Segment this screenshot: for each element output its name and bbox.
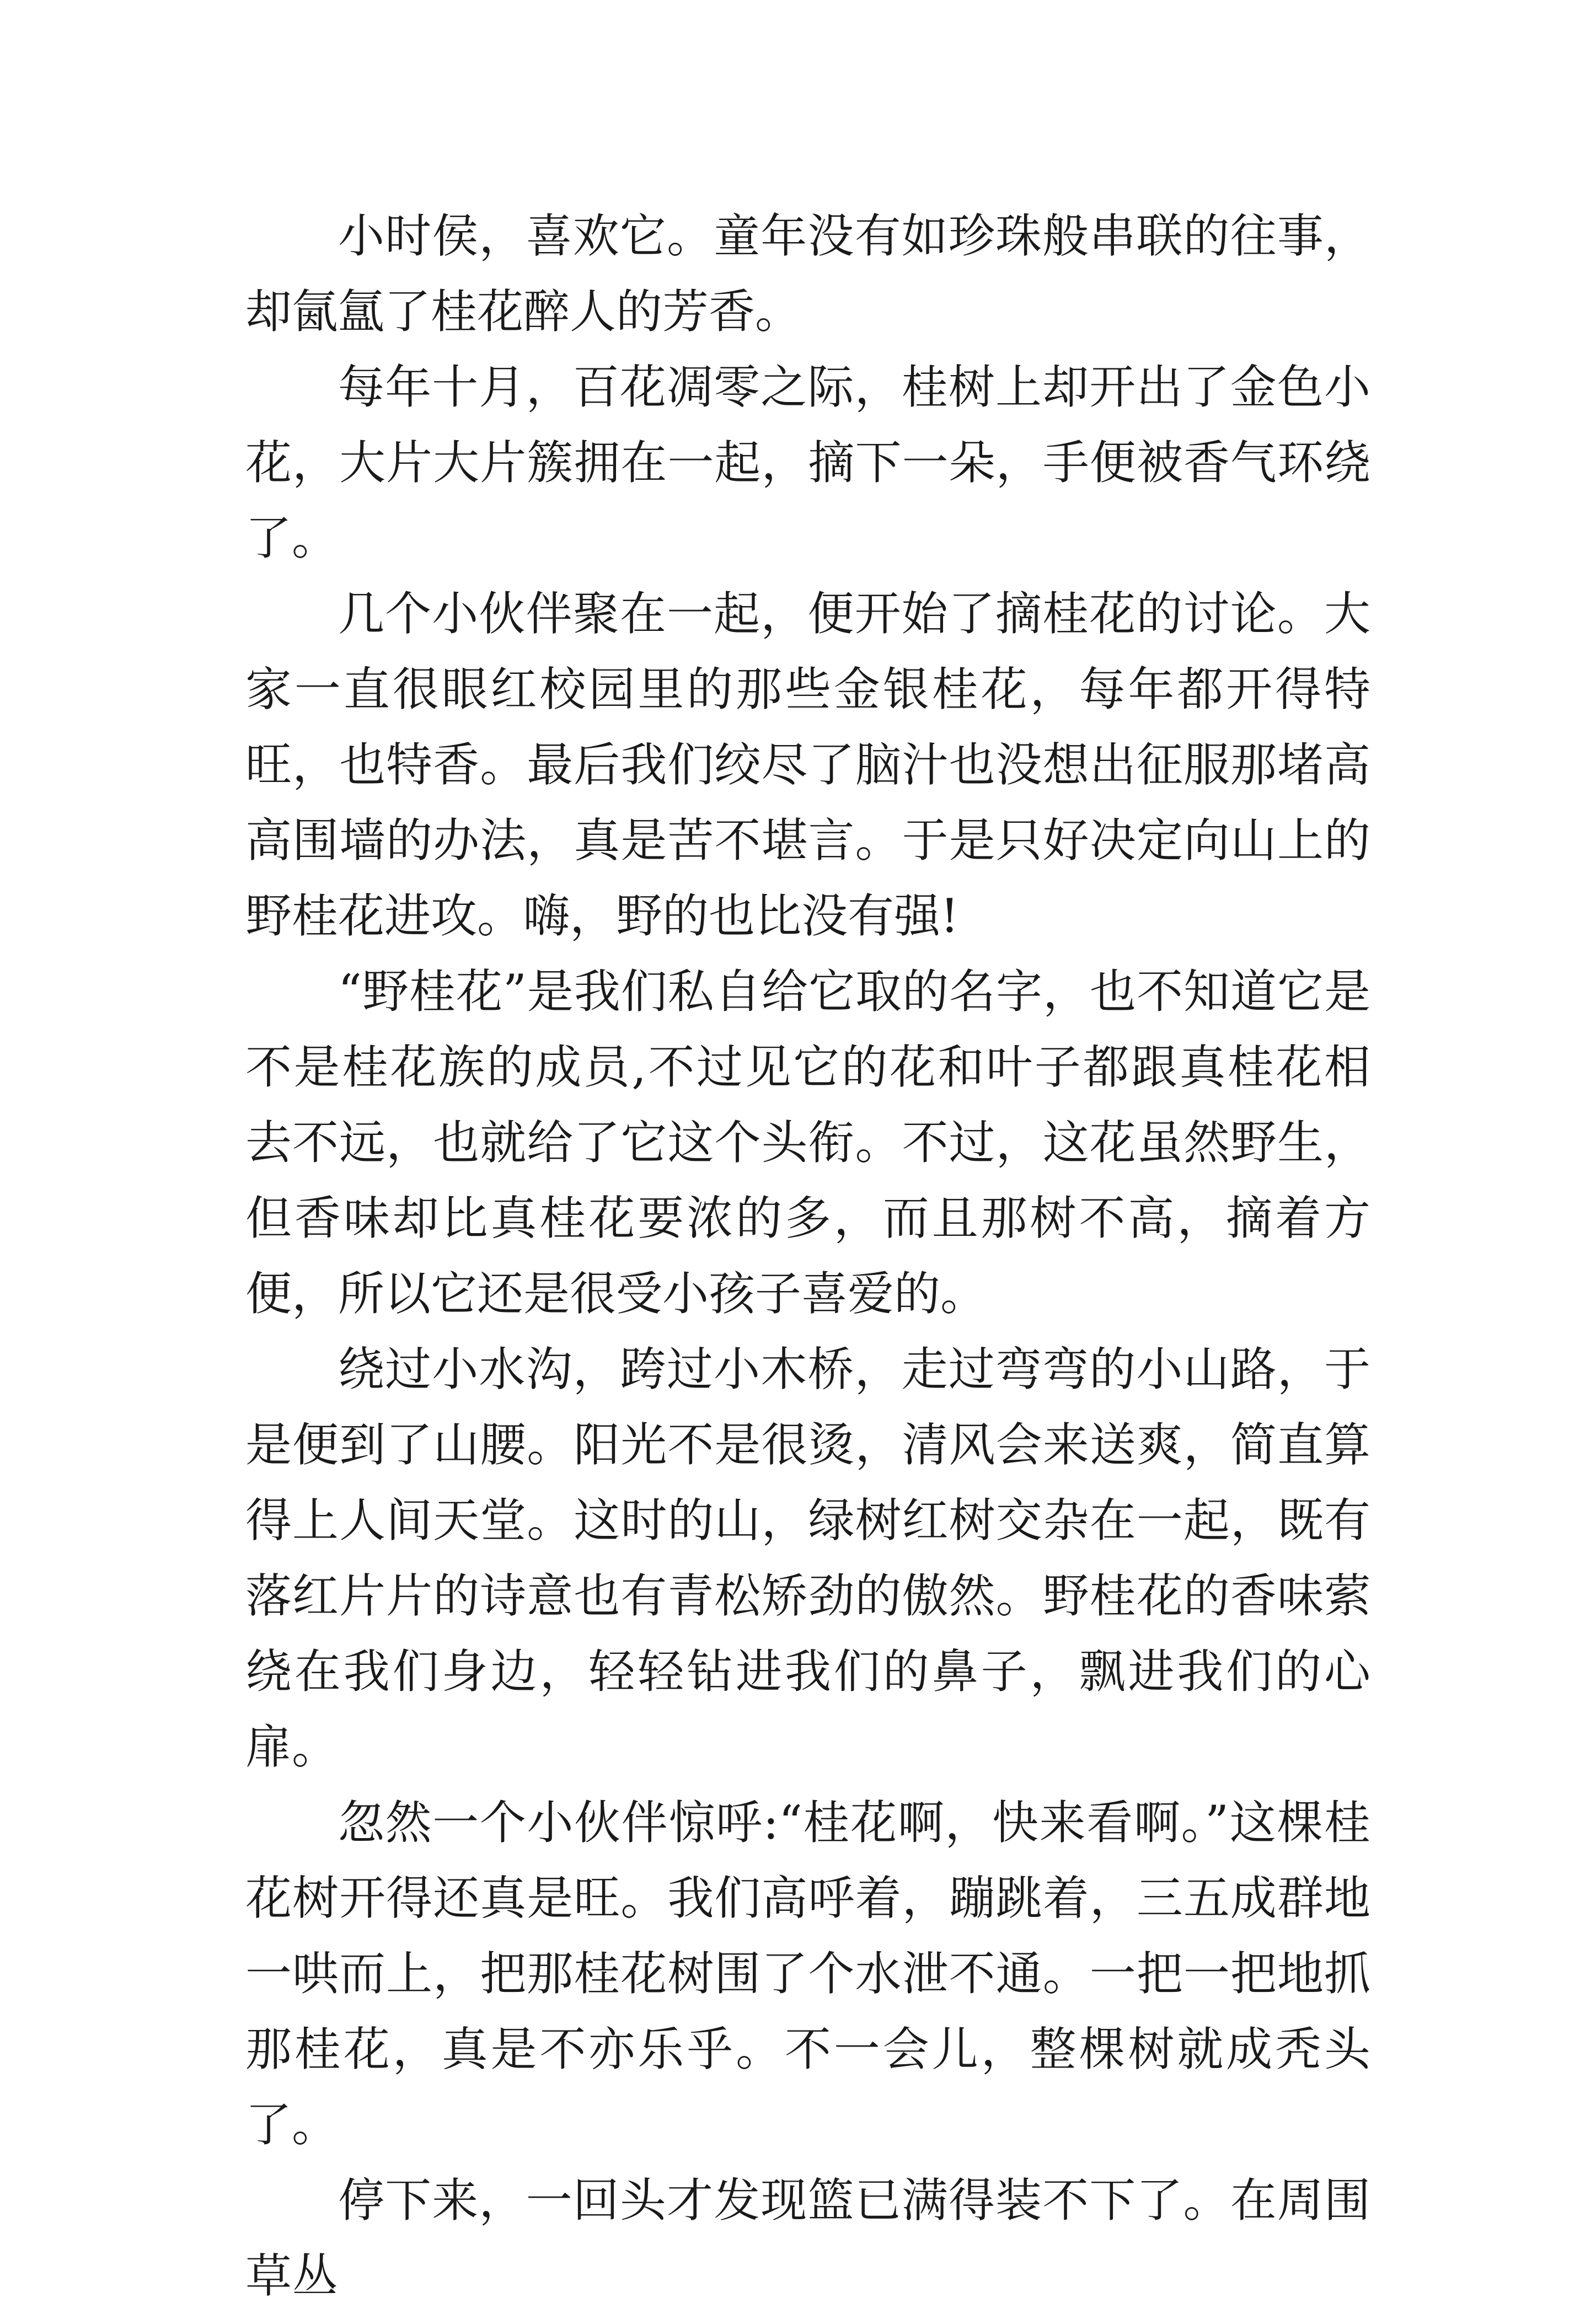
paragraph-2: 每年十月，百花凋零之际，桂树上却开出了金色小花，大片大片簇拥在一起，摘下一朵，手便被香气环绕了。 — [245, 360, 1370, 565]
paragraph-6: 忽然一个小伙伴惊呼:“桂花啊，快来看啊。”这棵桂花树开得还真是旺。我们高呼着，蹦跳着，三五成群地一哄而上，把那桂花树围了个水泄不通。一把一把地抓那桂花，真是不亦乐乎。不一会儿，整棵树就成秃头了。 — [245, 1796, 1370, 2152]
paragraph-7: 停下来，一回头才发现篮已满得装不下了。在周围草丛 — [245, 2173, 1370, 2303]
paragraph-4: “野桂花”是我们私自给它取的名字，也不知道它是不是桂花族的成员,不过见它的花和叶子都跟真桂花相去不远，也就给了它这个头衔。不过，这花虽然野生，但香味却比真桂花要浓的多，而且那树不高，摘着方便，所以它还是很受小孩子喜爱的。 — [245, 965, 1370, 1321]
paragraph-1: 小时侯，喜欢它。童年没有如珍珠般串联的往事，却氤氲了桂花醉人的芳香。 — [245, 209, 1370, 339]
paragraph-3: 几个小伙伴聚在一起，便开始了摘桂花的讨论。大家一直很眼红校园里的那些金银桂花，每年都开得特旺，也特香。最后我们绞尽了脑汁也没想出征服那堵高高围墙的办法，真是苦不堪言。于是只好决定向山上的野桂花进攻。嗨，野的也比没有强! — [245, 587, 1370, 943]
body-text — [245, 199, 1370, 2314]
paragraph-5: 绕过小水沟，跨过小木桥，走过弯弯的小山路，于是便到了山腰。阳光不是很烫，清风会来送爽，简直算得上人间天堂。这时的山，绿树红树交杂在一起，既有落红片片的诗意也有青松矫劲的傲然。野桂花的香味萦绕在我们身边，轻轻钻进我们的鼻子，飘进我们的心扉。 — [245, 1342, 1370, 1774]
